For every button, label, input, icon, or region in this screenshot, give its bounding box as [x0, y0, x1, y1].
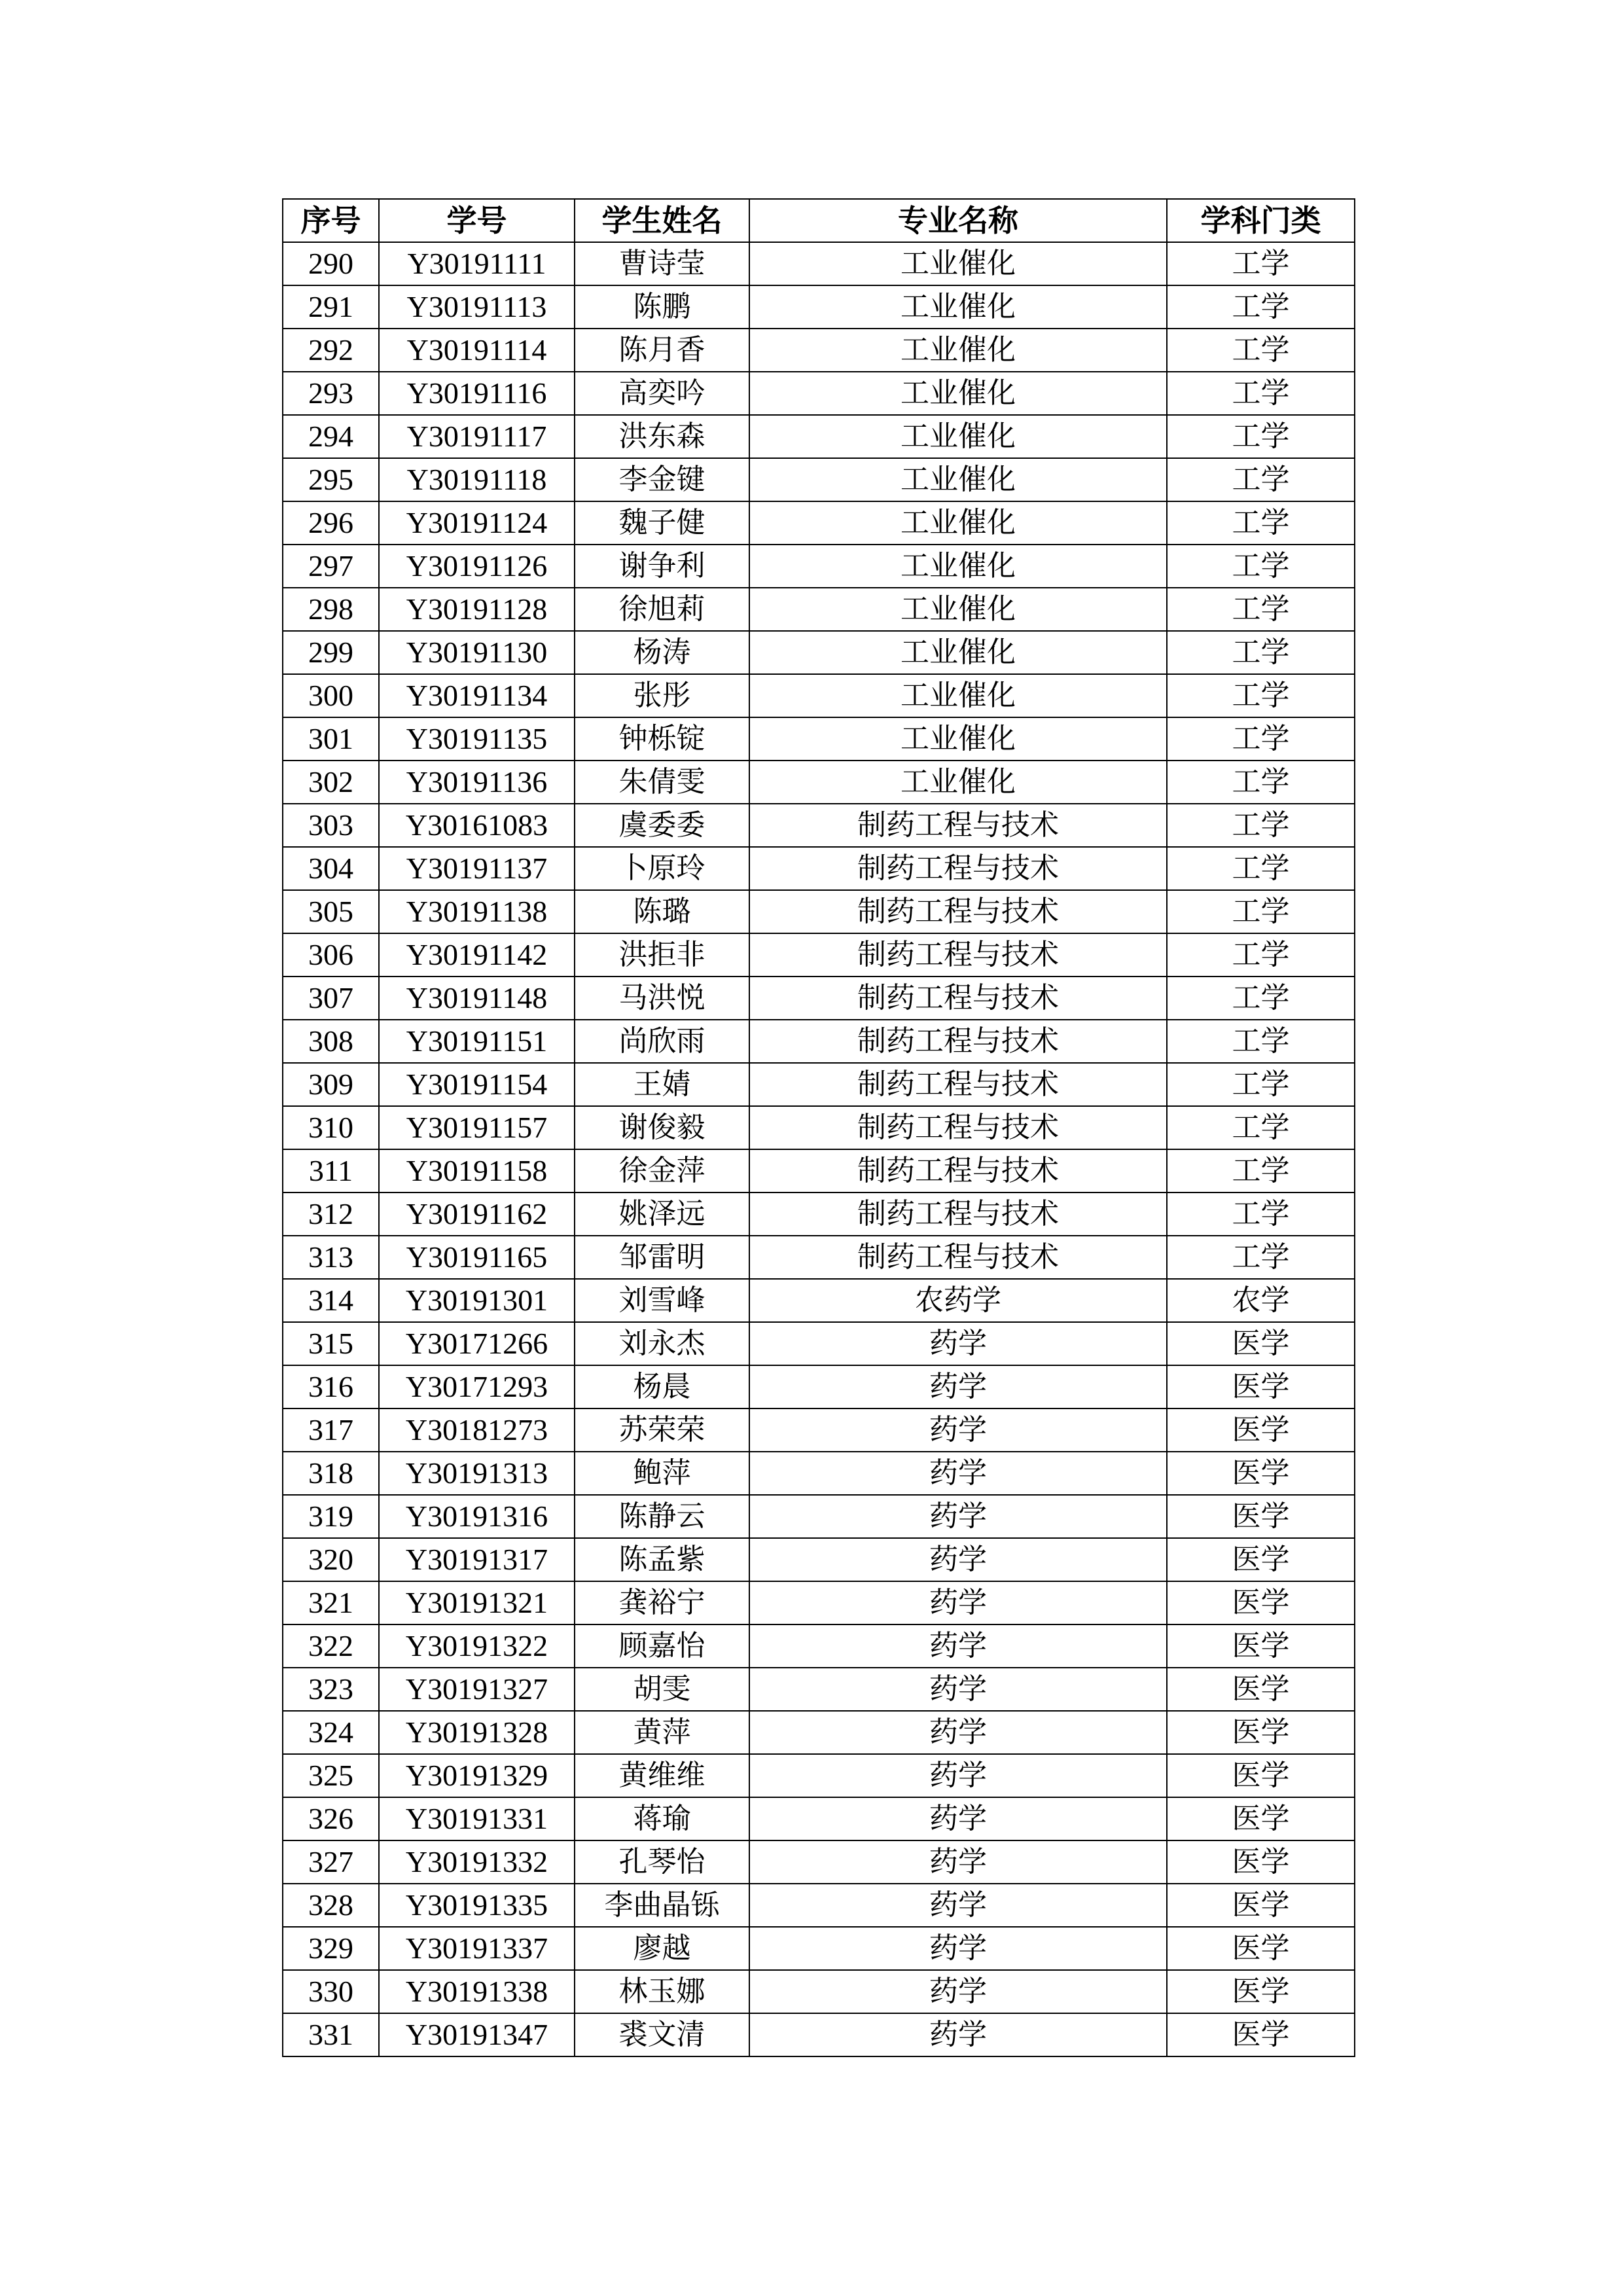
cell-major: 制药工程与技术 [749, 1236, 1167, 1279]
cell-category: 工学 [1167, 761, 1355, 804]
cell-name: 刘雪峰 [575, 1279, 749, 1322]
cell-major: 药学 [749, 1840, 1167, 1884]
cell-major: 工业催化 [749, 415, 1167, 458]
cell-seq: 326 [283, 1797, 379, 1840]
cell-seq: 321 [283, 1581, 379, 1624]
cell-major: 药学 [749, 1797, 1167, 1840]
table-row [283, 1538, 1355, 1581]
cell-student-id: Y30191135 [379, 717, 575, 761]
table-row [283, 890, 1355, 933]
cell-name: 曹诗莹 [575, 242, 749, 285]
cell-student-id: Y30191116 [379, 372, 575, 415]
cell-major: 制药工程与技术 [749, 1106, 1167, 1149]
cell-major: 工业催化 [749, 372, 1167, 415]
header-major: 专业名称 [749, 199, 1167, 242]
cell-category: 工学 [1167, 329, 1355, 372]
cell-major: 药学 [749, 1668, 1167, 1711]
cell-seq: 294 [283, 415, 379, 458]
cell-seq: 323 [283, 1668, 379, 1711]
cell-name: 尚欣雨 [575, 1020, 749, 1063]
cell-student-id: Y30191317 [379, 1538, 575, 1581]
cell-seq: 310 [283, 1106, 379, 1149]
cell-name: 龚裕宁 [575, 1581, 749, 1624]
cell-seq: 317 [283, 1408, 379, 1452]
cell-seq: 305 [283, 890, 379, 933]
cell-name: 虞委委 [575, 804, 749, 847]
cell-name: 陈静云 [575, 1495, 749, 1538]
cell-category: 医学 [1167, 1322, 1355, 1365]
cell-name: 洪东森 [575, 415, 749, 458]
cell-name: 杨晨 [575, 1365, 749, 1408]
cell-student-id: Y30191322 [379, 1624, 575, 1668]
cell-name: 高奕吟 [575, 372, 749, 415]
cell-major: 工业催化 [749, 458, 1167, 501]
cell-seq: 311 [283, 1149, 379, 1193]
cell-name: 钟栎锭 [575, 717, 749, 761]
table-row [283, 372, 1355, 415]
cell-seq: 290 [283, 242, 379, 285]
table-row [283, 545, 1355, 588]
cell-student-id: Y30191118 [379, 458, 575, 501]
cell-seq: 301 [283, 717, 379, 761]
cell-category: 医学 [1167, 1797, 1355, 1840]
cell-seq: 307 [283, 977, 379, 1020]
cell-category: 工学 [1167, 631, 1355, 674]
cell-category: 工学 [1167, 717, 1355, 761]
cell-student-id: Y30191327 [379, 1668, 575, 1711]
cell-major: 工业催化 [749, 285, 1167, 329]
cell-major: 药学 [749, 1408, 1167, 1452]
cell-student-id: Y30191151 [379, 1020, 575, 1063]
cell-category: 工学 [1167, 415, 1355, 458]
cell-student-id: Y30191316 [379, 1495, 575, 1538]
cell-name: 刘永杰 [575, 1322, 749, 1365]
table-row [283, 1193, 1355, 1236]
cell-seq: 300 [283, 674, 379, 717]
cell-seq: 299 [283, 631, 379, 674]
cell-name: 裘文清 [575, 2013, 749, 2056]
cell-category: 医学 [1167, 1970, 1355, 2013]
cell-student-id: Y30191329 [379, 1754, 575, 1797]
cell-major: 工业催化 [749, 501, 1167, 545]
cell-seq: 330 [283, 1970, 379, 2013]
cell-major: 制药工程与技术 [749, 1020, 1167, 1063]
cell-category: 医学 [1167, 1668, 1355, 1711]
cell-seq: 306 [283, 933, 379, 977]
table-row [283, 717, 1355, 761]
cell-seq: 309 [283, 1063, 379, 1106]
cell-seq: 316 [283, 1365, 379, 1408]
cell-major: 工业催化 [749, 545, 1167, 588]
cell-seq: 293 [283, 372, 379, 415]
cell-category: 工学 [1167, 285, 1355, 329]
cell-category: 医学 [1167, 1754, 1355, 1797]
cell-student-id: Y30191113 [379, 285, 575, 329]
table-row [283, 933, 1355, 977]
cell-name: 黄维维 [575, 1754, 749, 1797]
cell-major: 制药工程与技术 [749, 804, 1167, 847]
table-row [283, 804, 1355, 847]
table-row [283, 1624, 1355, 1668]
cell-student-id: Y30191328 [379, 1711, 575, 1754]
cell-name: 陈月香 [575, 329, 749, 372]
cell-seq: 304 [283, 847, 379, 890]
cell-major: 药学 [749, 1884, 1167, 1927]
table-row [283, 329, 1355, 372]
cell-seq: 312 [283, 1193, 379, 1236]
cell-seq: 329 [283, 1927, 379, 1970]
header-category: 学科门类 [1167, 199, 1355, 242]
cell-major: 制药工程与技术 [749, 1149, 1167, 1193]
table-row [283, 1408, 1355, 1452]
cell-seq: 315 [283, 1322, 379, 1365]
cell-student-id: Y30191337 [379, 1927, 575, 1970]
table-row [283, 761, 1355, 804]
cell-major: 工业催化 [749, 588, 1167, 631]
table-row [283, 1581, 1355, 1624]
header-row [283, 199, 1355, 242]
cell-seq: 295 [283, 458, 379, 501]
cell-category: 工学 [1167, 242, 1355, 285]
cell-student-id: Y30191313 [379, 1452, 575, 1495]
table-row [283, 1063, 1355, 1106]
table-row [283, 674, 1355, 717]
cell-major: 制药工程与技术 [749, 977, 1167, 1020]
table-row [283, 1754, 1355, 1797]
table-row [283, 501, 1355, 545]
cell-major: 药学 [749, 1452, 1167, 1495]
cell-student-id: Y30191157 [379, 1106, 575, 1149]
cell-student-id: Y30191338 [379, 1970, 575, 2013]
cell-major: 药学 [749, 1538, 1167, 1581]
cell-seq: 292 [283, 329, 379, 372]
cell-student-id: Y30191347 [379, 2013, 575, 2056]
cell-category: 农学 [1167, 1279, 1355, 1322]
table-row [283, 1840, 1355, 1884]
cell-category: 工学 [1167, 1149, 1355, 1193]
cell-name: 马洪悦 [575, 977, 749, 1020]
cell-student-id: Y30191158 [379, 1149, 575, 1193]
cell-name: 王婧 [575, 1063, 749, 1106]
table-row [283, 1970, 1355, 2013]
cell-seq: 298 [283, 588, 379, 631]
cell-seq: 320 [283, 1538, 379, 1581]
cell-student-id: Y30191321 [379, 1581, 575, 1624]
cell-student-id: Y30191130 [379, 631, 575, 674]
cell-category: 工学 [1167, 977, 1355, 1020]
table-row [283, 1797, 1355, 1840]
cell-seq: 319 [283, 1495, 379, 1538]
cell-category: 医学 [1167, 1495, 1355, 1538]
cell-major: 药学 [749, 1970, 1167, 2013]
cell-seq: 314 [283, 1279, 379, 1322]
cell-name: 杨涛 [575, 631, 749, 674]
cell-major: 药学 [749, 2013, 1167, 2056]
cell-major: 制药工程与技术 [749, 1063, 1167, 1106]
table-row [283, 2013, 1355, 2056]
cell-student-id: Y30191331 [379, 1797, 575, 1840]
cell-category: 工学 [1167, 1193, 1355, 1236]
cell-category: 工学 [1167, 1020, 1355, 1063]
cell-student-id: Y30171266 [379, 1322, 575, 1365]
cell-category: 医学 [1167, 1581, 1355, 1624]
cell-name: 洪拒非 [575, 933, 749, 977]
cell-category: 工学 [1167, 804, 1355, 847]
header-seq: 序号 [283, 199, 379, 242]
table-body [283, 242, 1355, 2056]
cell-major: 药学 [749, 1581, 1167, 1624]
table-row [283, 285, 1355, 329]
cell-major: 药学 [749, 1624, 1167, 1668]
cell-category: 工学 [1167, 847, 1355, 890]
cell-name: 陈璐 [575, 890, 749, 933]
cell-name: 林玉娜 [575, 1970, 749, 2013]
cell-student-id: Y30191124 [379, 501, 575, 545]
cell-major: 制药工程与技术 [749, 847, 1167, 890]
cell-student-id: Y30191162 [379, 1193, 575, 1236]
cell-category: 工学 [1167, 1106, 1355, 1149]
cell-category: 工学 [1167, 674, 1355, 717]
cell-major: 药学 [749, 1754, 1167, 1797]
table-row [283, 1322, 1355, 1365]
cell-category: 医学 [1167, 1840, 1355, 1884]
cell-student-id: Y30191165 [379, 1236, 575, 1279]
cell-category: 工学 [1167, 588, 1355, 631]
cell-student-id: Y30191126 [379, 545, 575, 588]
cell-seq: 313 [283, 1236, 379, 1279]
cell-seq: 331 [283, 2013, 379, 2056]
cell-seq: 308 [283, 1020, 379, 1063]
table-row [283, 458, 1355, 501]
cell-major: 工业催化 [749, 329, 1167, 372]
cell-student-id: Y30191134 [379, 674, 575, 717]
cell-seq: 327 [283, 1840, 379, 1884]
cell-category: 医学 [1167, 1408, 1355, 1452]
table-row [283, 1927, 1355, 1970]
cell-student-id: Y30191301 [379, 1279, 575, 1322]
cell-category: 医学 [1167, 1538, 1355, 1581]
cell-seq: 318 [283, 1452, 379, 1495]
cell-name: 廖越 [575, 1927, 749, 1970]
table-row [283, 631, 1355, 674]
table-row [283, 1495, 1355, 1538]
cell-student-id: Y30191128 [379, 588, 575, 631]
cell-student-id: Y30191138 [379, 890, 575, 933]
cell-category: 工学 [1167, 1236, 1355, 1279]
cell-name: 胡雯 [575, 1668, 749, 1711]
cell-category: 工学 [1167, 1063, 1355, 1106]
cell-category: 医学 [1167, 1452, 1355, 1495]
table-row [283, 1452, 1355, 1495]
cell-major: 工业催化 [749, 242, 1167, 285]
table-row [283, 1668, 1355, 1711]
cell-major: 药学 [749, 1322, 1167, 1365]
cell-student-id: Y30191117 [379, 415, 575, 458]
cell-student-id: Y30161083 [379, 804, 575, 847]
student-roster-table [282, 198, 1355, 2057]
table-row [283, 1236, 1355, 1279]
cell-student-id: Y30191114 [379, 329, 575, 372]
cell-name: 卜原玲 [575, 847, 749, 890]
cell-category: 工学 [1167, 372, 1355, 415]
cell-name: 李金键 [575, 458, 749, 501]
cell-name: 黄萍 [575, 1711, 749, 1754]
cell-name: 张彤 [575, 674, 749, 717]
table-row [283, 1020, 1355, 1063]
table-row [283, 415, 1355, 458]
table-row [283, 1884, 1355, 1927]
cell-name: 顾嘉怡 [575, 1624, 749, 1668]
cell-name: 徐旭莉 [575, 588, 749, 631]
cell-seq: 325 [283, 1754, 379, 1797]
cell-student-id: Y30191335 [379, 1884, 575, 1927]
cell-major: 制药工程与技术 [749, 1193, 1167, 1236]
cell-major: 药学 [749, 1495, 1167, 1538]
cell-seq: 296 [283, 501, 379, 545]
cell-category: 工学 [1167, 933, 1355, 977]
cell-seq: 297 [283, 545, 379, 588]
cell-category: 医学 [1167, 1884, 1355, 1927]
cell-name: 李曲晶铄 [575, 1884, 749, 1927]
cell-name: 鲍萍 [575, 1452, 749, 1495]
cell-seq: 328 [283, 1884, 379, 1927]
cell-category: 医学 [1167, 1711, 1355, 1754]
header-student-id: 学号 [379, 199, 575, 242]
cell-category: 工学 [1167, 545, 1355, 588]
cell-seq: 302 [283, 761, 379, 804]
table-row [283, 242, 1355, 285]
cell-major: 农药学 [749, 1279, 1167, 1322]
cell-seq: 322 [283, 1624, 379, 1668]
cell-major: 工业催化 [749, 674, 1167, 717]
table-row [283, 977, 1355, 1020]
cell-student-id: Y30191142 [379, 933, 575, 977]
table-row [283, 1149, 1355, 1193]
header-name: 学生姓名 [575, 199, 749, 242]
cell-seq: 303 [283, 804, 379, 847]
table-row [283, 1106, 1355, 1149]
cell-category: 医学 [1167, 2013, 1355, 2056]
cell-category: 工学 [1167, 890, 1355, 933]
cell-major: 药学 [749, 1365, 1167, 1408]
cell-seq: 324 [283, 1711, 379, 1754]
cell-student-id: Y30171293 [379, 1365, 575, 1408]
cell-student-id: Y30181273 [379, 1408, 575, 1452]
cell-name: 徐金萍 [575, 1149, 749, 1193]
cell-seq: 291 [283, 285, 379, 329]
cell-major: 工业催化 [749, 761, 1167, 804]
cell-category: 工学 [1167, 501, 1355, 545]
cell-major: 药学 [749, 1711, 1167, 1754]
cell-name: 邹雷明 [575, 1236, 749, 1279]
cell-name: 蒋瑜 [575, 1797, 749, 1840]
cell-category: 医学 [1167, 1365, 1355, 1408]
cell-name: 谢俊毅 [575, 1106, 749, 1149]
student-roster-page [282, 198, 1354, 2057]
cell-student-id: Y30191154 [379, 1063, 575, 1106]
cell-major: 制药工程与技术 [749, 933, 1167, 977]
table-header [283, 199, 1355, 242]
cell-name: 陈鹏 [575, 285, 749, 329]
cell-category: 医学 [1167, 1927, 1355, 1970]
table-row [283, 1365, 1355, 1408]
cell-name: 姚泽远 [575, 1193, 749, 1236]
cell-student-id: Y30191332 [379, 1840, 575, 1884]
cell-student-id: Y30191111 [379, 242, 575, 285]
cell-student-id: Y30191136 [379, 761, 575, 804]
cell-student-id: Y30191148 [379, 977, 575, 1020]
cell-category: 医学 [1167, 1624, 1355, 1668]
table-row [283, 588, 1355, 631]
cell-major: 药学 [749, 1927, 1167, 1970]
cell-name: 谢争利 [575, 545, 749, 588]
table-row [283, 1279, 1355, 1322]
cell-student-id: Y30191137 [379, 847, 575, 890]
cell-name: 魏子健 [575, 501, 749, 545]
cell-name: 孔琴怡 [575, 1840, 749, 1884]
table-row [283, 847, 1355, 890]
cell-name: 苏荣荣 [575, 1408, 749, 1452]
cell-category: 工学 [1167, 458, 1355, 501]
cell-major: 制药工程与技术 [749, 890, 1167, 933]
table-row [283, 1711, 1355, 1754]
cell-major: 工业催化 [749, 717, 1167, 761]
cell-name: 朱倩雯 [575, 761, 749, 804]
cell-name: 陈孟紫 [575, 1538, 749, 1581]
cell-major: 工业催化 [749, 631, 1167, 674]
